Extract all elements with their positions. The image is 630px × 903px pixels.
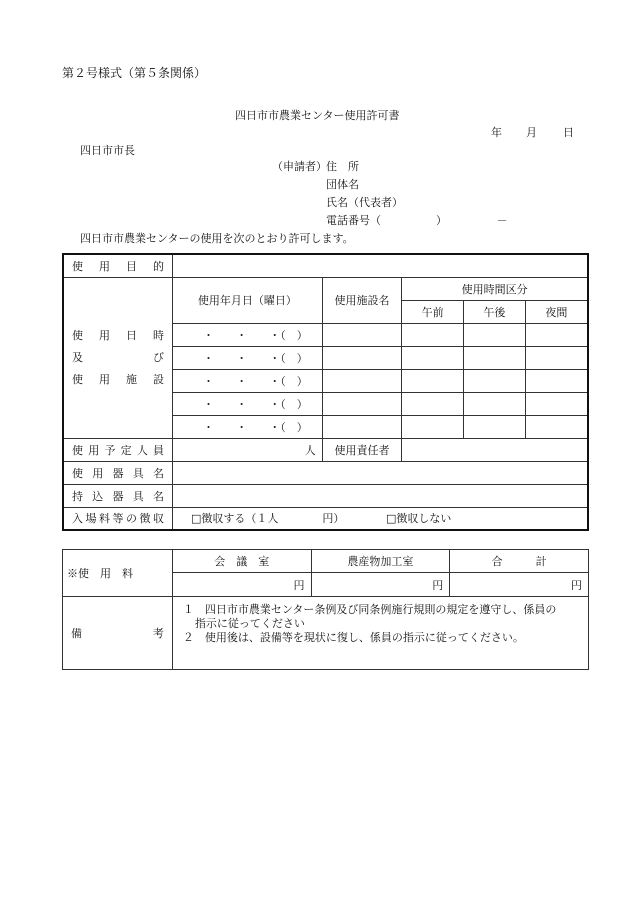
pm-cell[interactable] (464, 415, 526, 438)
remark-1: １ 四日市市農業センター条例及び同条例施行規則の規定を遵守し、係員の (182, 603, 557, 616)
date-column-header: 使用年月日（曜日） (173, 277, 323, 323)
processing-room-fee[interactable]: 円 (311, 573, 450, 597)
date-cell[interactable]: ・ ・ ・（ ） (173, 369, 323, 392)
manager-label: 使用責任者 (322, 438, 402, 461)
pm-cell[interactable] (464, 346, 526, 369)
phone-label: 電話番号（ ） － (326, 214, 508, 227)
date-cell[interactable]: ・ ・ ・（ ） (173, 415, 323, 438)
pm-cell[interactable] (464, 392, 526, 415)
applicant-label: （申請者） (272, 160, 327, 173)
fee-collect-option[interactable]: □徴収する（１人 円） (191, 512, 345, 526)
people-field[interactable] (173, 438, 323, 461)
remark-1-cont: 指示に従ってください (194, 617, 305, 630)
addressee: 四日市市長 (80, 144, 135, 157)
purpose-field[interactable] (173, 254, 588, 277)
date-month: 月 (526, 126, 537, 139)
pm-cell[interactable] (464, 369, 526, 392)
datetime-facility-label: 使用日時 及び 使用施設 (63, 277, 173, 438)
remarks-label: 備 考 (63, 597, 173, 670)
night-cell[interactable] (525, 323, 588, 346)
purpose-label: 使用目的 (63, 254, 173, 277)
name-label: 氏名（代表者） (326, 196, 403, 209)
time-column-header: 使用時間区分 (402, 277, 588, 300)
fee-table (62, 549, 589, 670)
date-cell[interactable]: ・ ・ ・（ ） (173, 392, 323, 415)
statement: 四日市市農業センターの使用を次のとおり許可します。 (80, 232, 354, 245)
total-fee[interactable]: 円 (450, 573, 589, 597)
night-cell[interactable] (525, 392, 588, 415)
facility-column-header: 使用施設名 (322, 277, 402, 323)
bring-equipment-field[interactable] (173, 484, 588, 507)
night-cell[interactable] (525, 369, 588, 392)
date-cell[interactable]: ・ ・ ・（ ） (173, 346, 323, 369)
equipment-field[interactable] (173, 461, 588, 484)
people-label: 使用予定人員 (63, 438, 173, 461)
fee-no-collect-option[interactable]: □徴収しない (385, 512, 452, 526)
date-cell[interactable]: ・ ・ ・（ ） (173, 323, 323, 346)
date-year: 年 (491, 126, 502, 139)
facility-cell[interactable] (322, 415, 402, 438)
usage-table (62, 253, 589, 531)
processing-room-header: 農産物加工室 (311, 550, 450, 573)
pm-header: 午後 (464, 300, 526, 323)
meeting-room-fee[interactable]: 円 (172, 573, 311, 597)
org-label: 団体名 (326, 178, 359, 191)
address-label: 住 所 (326, 160, 359, 173)
fee-collection-label: 入場料等の徴収 (63, 507, 173, 530)
am-header: 午前 (402, 300, 464, 323)
am-cell[interactable] (402, 346, 464, 369)
bring-equipment-label: 持込器具名 (63, 484, 173, 507)
facility-cell[interactable] (322, 392, 402, 415)
facility-cell[interactable] (322, 369, 402, 392)
meeting-room-header: 会 議 室 (172, 550, 311, 573)
night-cell[interactable] (525, 415, 588, 438)
total-header: 合 計 (450, 550, 589, 573)
am-cell[interactable] (402, 392, 464, 415)
fee-collection-field[interactable] (173, 507, 588, 530)
remarks-content (172, 597, 588, 670)
pm-cell[interactable] (464, 323, 526, 346)
page-title: 四日市市農業センター使用許可書 (235, 109, 400, 122)
people-unit: 人 (304, 443, 316, 457)
form-number: 第２号様式（第５条関係） (62, 66, 207, 80)
night-header: 夜間 (525, 300, 588, 323)
facility-cell[interactable] (322, 323, 402, 346)
remark-2: ２ 使用後は、設備等を現状に復し、係員の指示に従ってください。 (182, 631, 524, 644)
am-cell[interactable] (402, 415, 464, 438)
facility-cell[interactable] (322, 346, 402, 369)
night-cell[interactable] (525, 346, 588, 369)
am-cell[interactable] (402, 323, 464, 346)
am-cell[interactable] (402, 369, 464, 392)
manager-field[interactable] (402, 438, 588, 461)
equipment-label: 使用器具名 (63, 461, 173, 484)
fee-label: ※使 用 料 (63, 550, 173, 597)
date-day: 日 (563, 126, 574, 139)
